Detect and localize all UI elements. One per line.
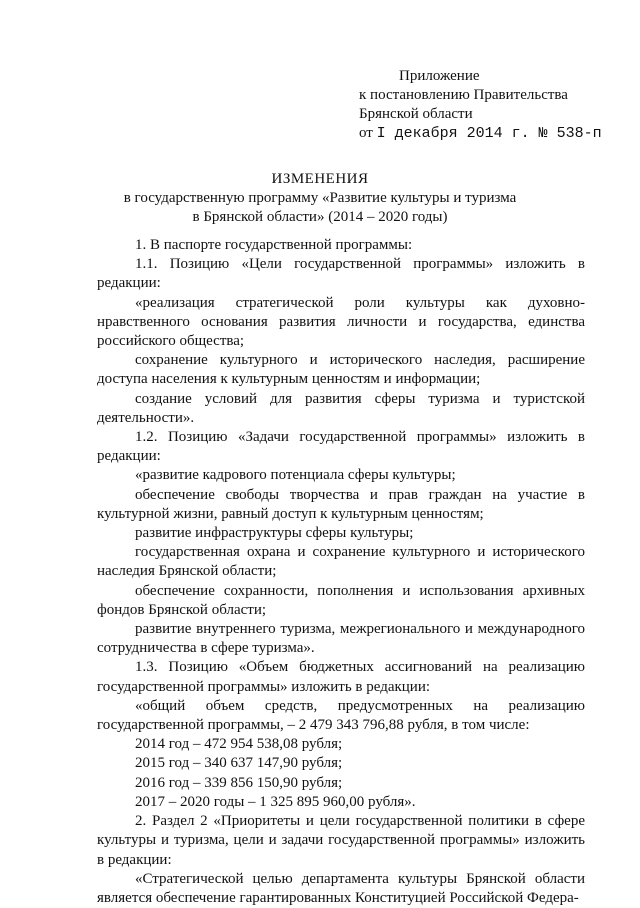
appendix-date-line xyxy=(359,124,602,143)
paragraph: «Стратегической целью департамента культуры Брянской области является обеспечение гарантированных Конституцией Российской Федера- xyxy=(97,870,585,906)
appendix-title: Приложение xyxy=(399,68,480,84)
paragraph: обеспечение свободы творчества и прав граждан на участие в культурной жизни, равный доступ к культурным ценностям; xyxy=(97,486,585,522)
paragraph: 1.1. Позицию «Цели государственной программы» изложить в редакции: xyxy=(97,256,585,292)
paragraph: 2017 – 2020 годы – 1 325 895 960,00 рубля». xyxy=(135,793,416,810)
title-subtitle-2: в Брянской области» (2014 – 2020 годы) xyxy=(192,209,448,225)
paragraph: 2015 год – 340 637 147,90 рубля; xyxy=(135,755,343,772)
paragraph: 1.2. Позицию «Задачи государственной программы» изложить в редакции: xyxy=(97,429,585,465)
date-stamp: I декабря 2014 г. № 538-п xyxy=(376,125,602,142)
title-heading: ИЗМЕНЕНИЯ xyxy=(271,171,369,187)
paragraph: развитие инфраструктуры сферы культуры; xyxy=(135,525,414,542)
paragraph: «реализация стратегической роли культуры как духовно-нравственного основания развития личности и государства, единства российского общества; xyxy=(97,294,585,350)
paragraph: 1.3. Позицию «Объем бюджетных ассигнований на реализацию государственной программы» изложить в редакции: xyxy=(97,659,585,695)
appendix-header xyxy=(359,67,602,143)
paragraph: 2. Раздел 2 «Приоритеты и цели государственной политики в сфере культуры и туризма, цели и задачи государственной программы» изложить в редакции: xyxy=(97,813,585,868)
paragraph: 1. В паспорте государственной программы: xyxy=(135,237,413,253)
document-title xyxy=(100,170,540,227)
paragraph: «общий объем средств, предусмотренных на реализацию государственной программы, – 2 479 343 796,88 рубля, в том числе: xyxy=(97,697,585,734)
paragraph: «развитие кадрового потенциала сферы культуры; xyxy=(135,467,456,484)
paragraph: 2014 год – 472 954 538,08 рубля; xyxy=(135,736,343,753)
paragraph: сохранение культурного и исторического наследия, расширение доступа населения к культурным ценностям и информации; xyxy=(97,352,585,388)
paragraph: создание условий для развития сферы туризма и туристской деятельности». xyxy=(97,390,585,426)
paragraph: 2016 год – 339 856 150,90 рубля; xyxy=(135,774,343,791)
paragraph: развитие внутреннего туризма, межрегионального и международного сотрудничества в сфере туризма». xyxy=(97,621,585,657)
date-prefix: от xyxy=(359,125,373,141)
document-body xyxy=(97,236,585,908)
appendix-resolution: к постановлению Правительства xyxy=(359,87,568,103)
paragraph: обеспечение сохранности, пополнения и использования архивных фондов Брянской области; xyxy=(97,582,585,618)
paragraph: государственная охрана и сохранение культурного и исторического наследия Брянской области; xyxy=(97,544,585,580)
appendix-region: Брянской области xyxy=(359,106,473,122)
title-subtitle-1: в государственную программу «Развитие культуры и туризма xyxy=(123,190,517,206)
